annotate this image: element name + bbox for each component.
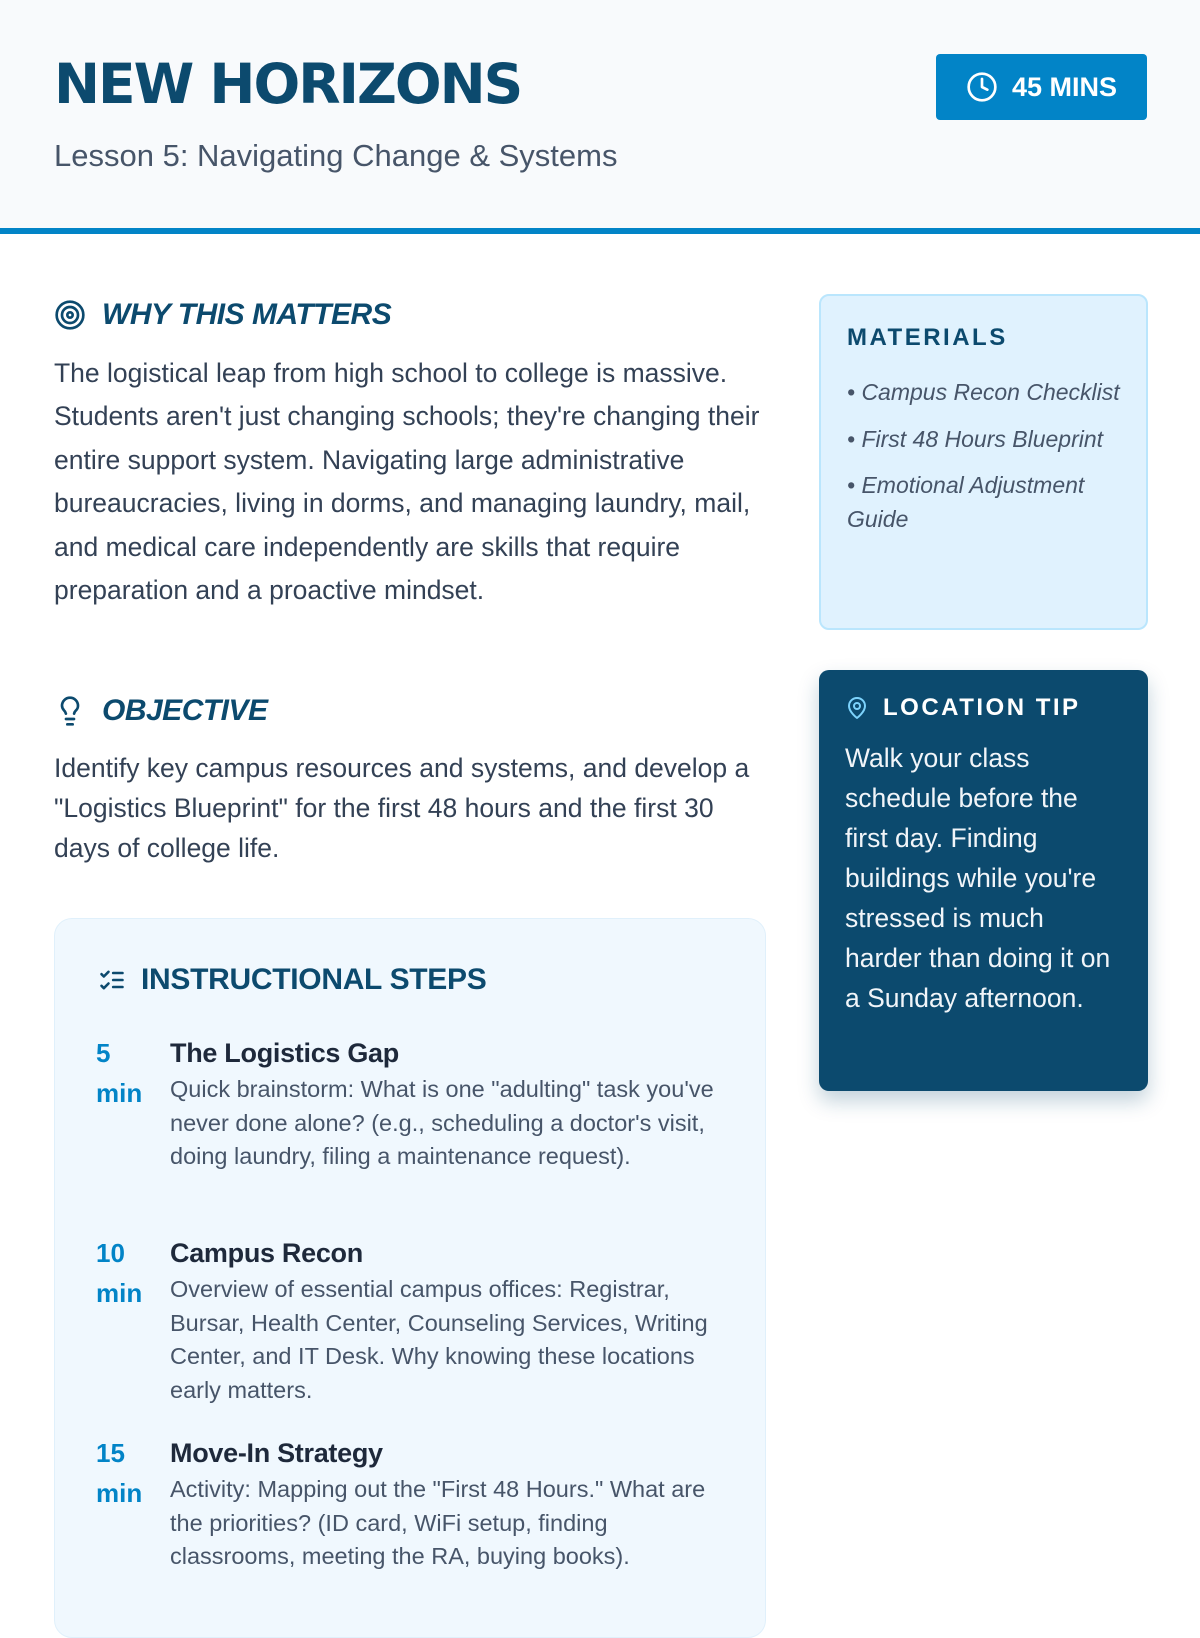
step-name: The Logistics Gap (170, 1038, 399, 1068)
duration-label: 45 MINS (1011, 71, 1118, 102)
location-tip-heading (845, 694, 1122, 722)
materials-item: • First 48 Hours Blueprint (847, 425, 1104, 452)
objective-text: Identify key campus resources and systems, and develop a "Logistics Blueprint" for the first 48 hours and the first 30 days of college life. (54, 753, 750, 863)
clock-icon (966, 71, 998, 103)
materials-item: • Emotional Adjustment Guide (847, 472, 1085, 532)
step-duration: 10 min (96, 1238, 143, 1308)
step-duration: 5 min (96, 1038, 143, 1108)
step-description: Quick brainstorm: What is one "adulting" task you've never done alone? (e.g., scheduling a doctor's visit, doing laundry, filing a maintenance request). (170, 1076, 714, 1169)
map-pin-icon (845, 695, 869, 721)
page-title: NEW HORIZONS (54, 52, 522, 116)
instructional-steps-title: INSTRUCTIONAL STEPS (141, 963, 487, 996)
checklist-icon (97, 966, 127, 994)
why-this-matters-heading (54, 298, 391, 332)
location-tip-title: LOCATION TIP (883, 694, 1081, 721)
why-this-matters-text: The logistical leap from high school to college is massive. Students aren't just changing schools; they're changing their entire support system. Navigating large administrative bureaucracies, living in dorms, and managing laundry, mail, and medical care independently are skills that require preparation and a proactive mindset. (54, 358, 760, 606)
materials-item: • Campus Recon Checklist (847, 379, 1120, 405)
lightbulb-icon (54, 695, 86, 727)
why-this-matters-title: WHY THIS MATTERS (102, 298, 392, 331)
materials-title: MATERIALS (847, 324, 1008, 351)
step-description: Overview of essential campus offices: Registrar, Bursar, Health Center, Counseling Services, Writing Center, and IT Desk. Why knowing these locations early matters. (170, 1276, 708, 1403)
step-duration: 15 min (96, 1438, 143, 1508)
instructional-steps-heading (97, 963, 486, 997)
materials-card (819, 294, 1148, 630)
lesson-header (0, 0, 1200, 234)
materials-list (847, 376, 1120, 536)
step-description: Activity: Mapping out the "First 48 Hours." What are the priorities? (ID card, WiFi setup, finding classrooms, meeting the RA, buying books). (170, 1476, 706, 1569)
lesson-subtitle: Lesson 5: Navigating Change & Systems (54, 138, 618, 173)
location-tip-card (819, 670, 1148, 1091)
objective-heading (54, 694, 268, 728)
objective-title: OBJECTIVE (102, 694, 268, 727)
target-icon (54, 299, 86, 331)
instructional-steps-card (54, 918, 766, 1638)
step-name: Campus Recon (170, 1238, 363, 1268)
location-tip-text: Walk your class schedule before the first day. Finding buildings while you're stressed is much harder than doing it on a Sunday afternoon. (845, 743, 1111, 1013)
duration-badge (936, 54, 1147, 120)
step-name: Move-In Strategy (170, 1438, 383, 1468)
